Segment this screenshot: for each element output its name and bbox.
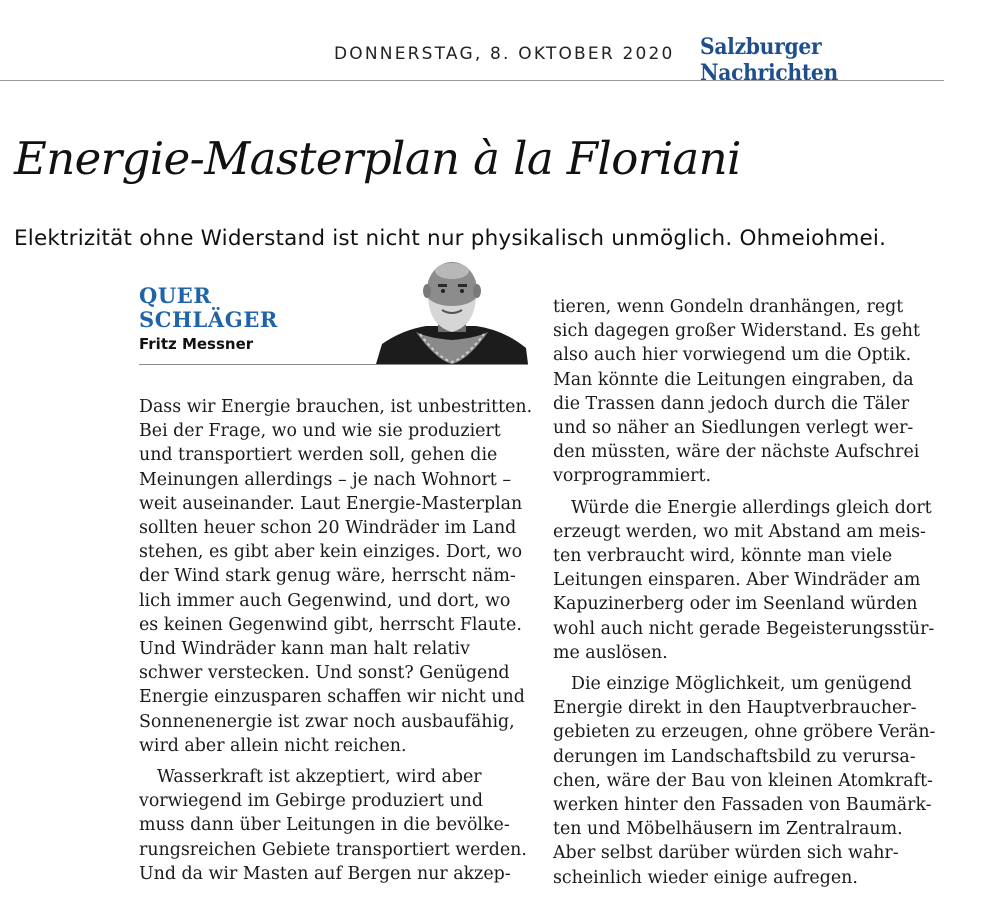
text-line: Kapuzinerberg oder im Seenland würden — [553, 594, 918, 615]
text-line: den müssten, wäre der nächste Aufschrei — [553, 442, 920, 463]
byline-divider — [139, 364, 528, 365]
masthead-logo: Salzburger Nachrichten — [700, 34, 838, 86]
text-line: sich dagegen großer Widerstand. Es geht — [553, 321, 920, 342]
text-line: stehen, es gibt aber kein einziges. Dort, wo — [139, 542, 523, 563]
text-line: Sonnenenergie ist zwar noch ausbaufähig, — [139, 711, 515, 732]
text-line: Dass wir Energie brauchen, ist unbestritten. — [139, 397, 533, 417]
article-headline: Energie-Masterplan à la Floriani — [14, 132, 741, 185]
author-portrait-photo — [376, 260, 528, 364]
rubric-line: SCHLÄGER — [139, 307, 278, 332]
text-line: es keinen Gegenwind gibt, herrscht Flaute. — [139, 614, 522, 635]
text-line: vorprogrammiert. — [553, 466, 712, 487]
text-line: Würde die Energie allerdings gleich dort — [571, 497, 932, 518]
portrait-illustration — [376, 260, 528, 364]
text-line: schwer verstecken. Und sonst? Genügend — [139, 663, 510, 684]
text-line: scheinlich wieder einige aufregen. — [553, 867, 858, 888]
text-line: Die einzige Möglichkeit, um genügend — [571, 674, 912, 695]
author-name: Fritz Messner — [139, 335, 254, 353]
text-line: sollten heuer schon 20 Windräder im Land — [139, 518, 517, 539]
text-line: rungsreichen Gebiete transportiert werden. — [139, 839, 527, 860]
text-line: me auslösen. — [553, 642, 668, 663]
text-line: Wasserkraft ist akzeptiert, wird aber — [157, 767, 482, 788]
text-line: muss dann über Leitungen in die bevölke- — [139, 815, 510, 836]
article-column-1 — [139, 395, 532, 893]
text-line: Leitungen einsparen. Aber Windräder am — [553, 570, 921, 591]
text-line: Aber selbst darüber würden sich wahr- — [553, 843, 899, 864]
text-line: lich immer auch Gegenwind, und dort, wo — [139, 590, 511, 611]
text-line: Bei der Frage, wo und wie sie produziert — [139, 421, 501, 442]
text-line: und so näher an Siedlungen verlegt wer- — [553, 418, 914, 439]
article-subtitle: Elektrizität ohne Widerstand ist nicht nur physikalisch unmöglich. Ohmeiohmei. — [14, 226, 887, 251]
text-line: wohl auch nicht gerade Begeisterungsstür- — [553, 618, 935, 639]
text-line: also auch hier vorwiegend um die Optik. — [553, 345, 912, 366]
text-line: die Trassen dann jedoch durch die Täler — [553, 393, 910, 414]
text-line: der Wind stark genug wäre, herrscht näm- — [139, 566, 516, 587]
article-paragraph — [553, 295, 935, 489]
text-line: ten und Möbelhäusern im Zentralraum. — [553, 819, 903, 840]
article-paragraph — [553, 496, 935, 665]
text-line: erzeugt werden, wo mit Abstand am meis- — [553, 521, 926, 542]
text-line: vorwiegend im Gebirge produziert und — [139, 791, 483, 812]
text-line: Meinungen allerdings – je nach Wohnort – — [139, 469, 512, 490]
text-line: weit auseinander. Laut Energie-Masterplan — [139, 493, 523, 514]
text-line: derungen im Landschaftsbild zu verursa- — [553, 746, 916, 767]
text-line: wird aber allein nicht reichen. — [139, 735, 407, 756]
article-paragraph — [139, 395, 532, 758]
text-line: Energie einzusparen schaffen wir nicht und — [139, 687, 525, 708]
text-line: tieren, wenn Gondeln dranhängen, regt — [553, 297, 904, 317]
article-paragraph — [139, 765, 532, 886]
rubric-line: QUER — [139, 283, 212, 308]
column-rubric — [139, 284, 278, 332]
text-line: ten verbraucht wird, könnte man viele — [553, 546, 893, 567]
text-line: Und da wir Masten auf Bergen nur akzep- — [139, 863, 511, 884]
text-line: Energie direkt in den Hauptverbraucher- — [553, 698, 917, 719]
article-paragraph — [553, 672, 935, 890]
header-divider — [0, 80, 944, 81]
text-line: chen, wäre der Bau von kleinen Atomkraft- — [553, 770, 933, 791]
text-line: Und Windräder kann man halt relativ — [139, 639, 470, 660]
article-column-2 — [553, 295, 935, 897]
text-line: werken hinter den Fassaden von Baumärk- — [553, 795, 932, 816]
text-line: gebieten zu erzeugen, ohne gröbere Verän- — [553, 722, 936, 743]
text-line: Man könnte die Leitungen eingraben, da — [553, 369, 914, 390]
issue-date: DONNERSTAG, 8. OKTOBER 2020 — [334, 44, 675, 64]
text-line: und transportiert werden soll, gehen die — [139, 445, 498, 466]
